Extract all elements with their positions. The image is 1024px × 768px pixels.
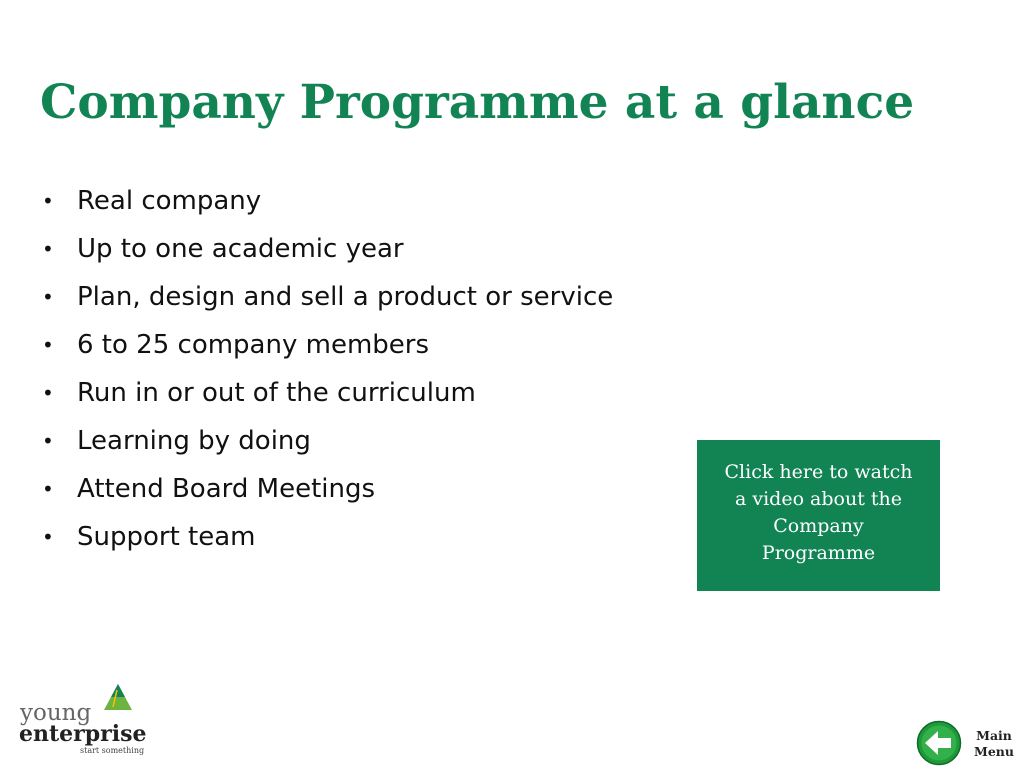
bullet-list [40, 177, 613, 561]
bullet-text: Run in or out of the curriculum [77, 378, 476, 408]
bullet-item [40, 465, 613, 513]
bullet-text: Learning by doing [77, 426, 311, 456]
main-menu-label [970, 728, 1018, 760]
bullet-item [40, 177, 613, 225]
main-menu-label-line2: Menu [974, 744, 1014, 759]
bullet-marker: • [42, 381, 54, 405]
main-menu-button[interactable] [916, 720, 1018, 766]
bullet-marker: • [42, 285, 54, 309]
bullet-text: Attend Board Meetings [77, 474, 376, 504]
bullet-marker: • [42, 429, 54, 453]
triangle-mark-icon [104, 684, 132, 710]
bullet-item [40, 321, 613, 369]
logo-enterprise-text: enterprise [19, 721, 147, 747]
main-menu-label-line1: Main [976, 728, 1012, 743]
bullet-text: Real company [77, 186, 262, 216]
bullet-item [40, 513, 613, 561]
watch-video-button[interactable] [697, 440, 940, 591]
logo-tagline: start something [80, 746, 145, 755]
bullet-item [40, 369, 613, 417]
slide-title: Company Programme at a glance [40, 75, 915, 130]
bullet-marker: • [42, 525, 54, 549]
bullet-item [40, 417, 613, 465]
bullet-text: 6 to 25 company members [77, 330, 430, 360]
bullet-text: Up to one academic year [77, 234, 404, 264]
logo-young-text: young [20, 700, 92, 726]
watch-video-label: Click here to watch a video about the Company Programme [724, 460, 913, 564]
bullet-item [40, 273, 613, 321]
bullet-marker: • [42, 333, 54, 357]
bullet-text: Plan, design and sell a product or service [77, 282, 614, 312]
bullet-text: Support team [77, 522, 256, 552]
bullet-marker: • [42, 477, 54, 501]
bullet-marker: • [42, 237, 54, 261]
young-enterprise-logo [18, 680, 152, 760]
back-arrow-icon [916, 720, 962, 766]
bullet-item [40, 225, 613, 273]
bullet-marker: • [42, 189, 54, 213]
